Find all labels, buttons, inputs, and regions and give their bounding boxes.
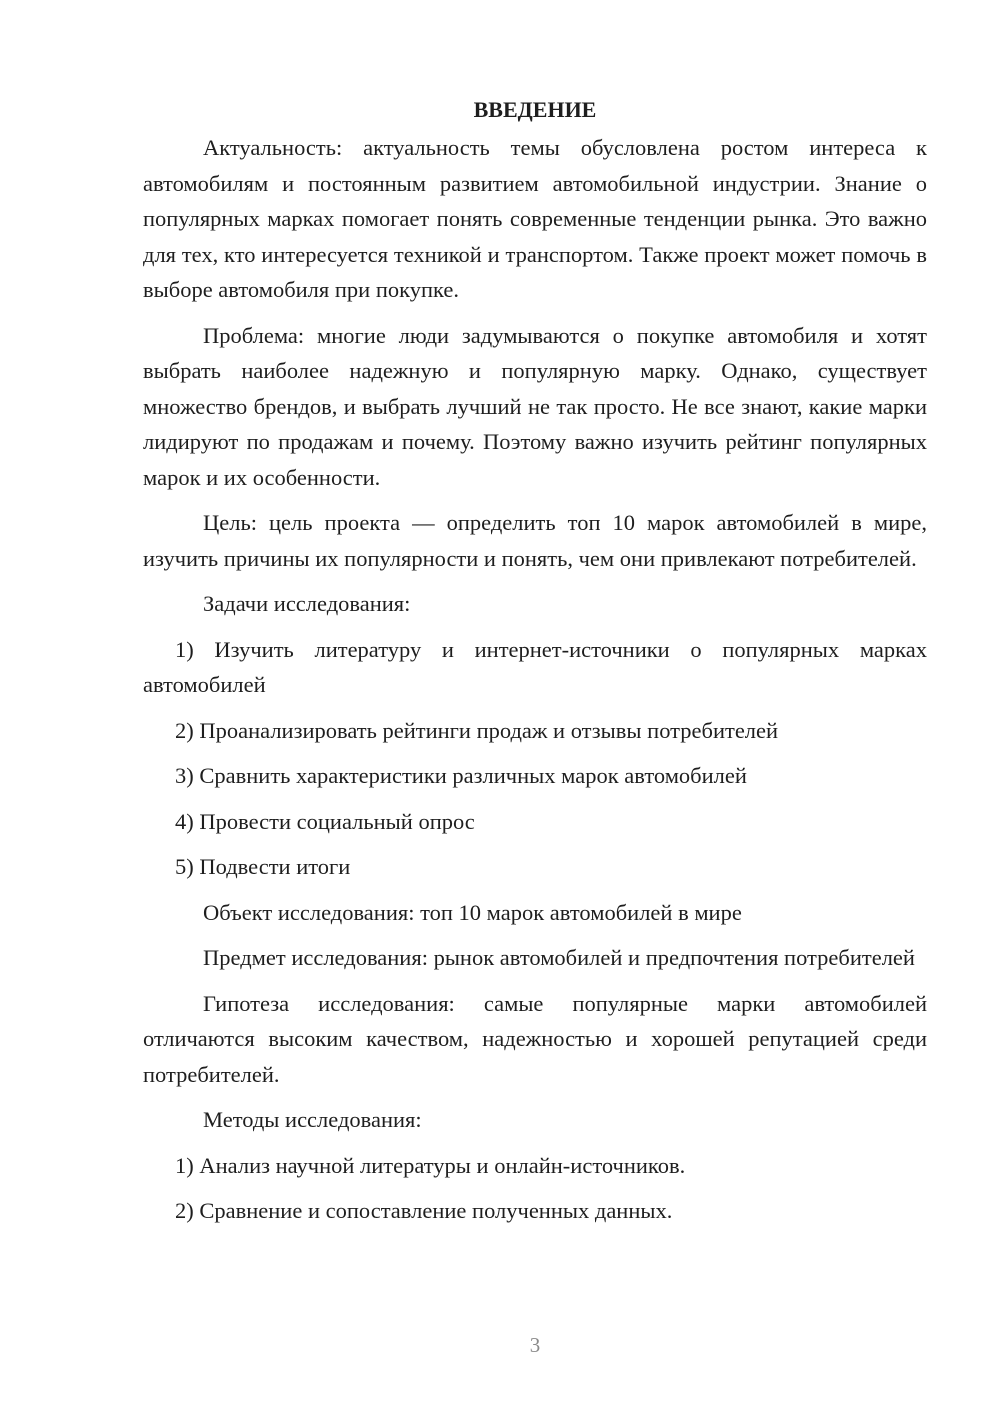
methods-title: Методы исследования: [203, 1107, 422, 1132]
subject-paragraph: Предмет исследования: рынок автомобилей и предпочтения потребителей [203, 945, 915, 970]
task-item: 3) Сравнить характеристики различных марок автомобилей [175, 763, 747, 788]
tasks-title: Задачи исследования: [203, 591, 411, 616]
goal-paragraph: Цель: цель проекта — определить топ 10 марок автомобилей в мире, изучить причины их популярности и понять, чем они привлекают потребителей. [143, 510, 927, 571]
task-item: 1) Изучить литературу и интернет-источники о популярных марках автомобилей [143, 636, 927, 697]
hypothesis-paragraph: Гипотеза исследования: самые популярные марки автомобилей отличаются высоким качеством, надежностью и хорошей репутацией среди потребителей. [143, 990, 927, 1087]
task-item: 5) Подвести итоги [175, 854, 351, 879]
method-item: 2) Сравнение и сопоставление полученных данных. [175, 1198, 673, 1223]
section-heading: ВВЕДЕНИЕ [473, 97, 597, 122]
page-number: 3 [529, 1333, 541, 1357]
task-item: 4) Провести социальный опрос [175, 808, 475, 834]
task-item: 2) Проанализировать рейтинги продаж и отзывы потребителей [175, 717, 779, 743]
object-paragraph: Объект исследования: топ 10 марок автомобилей в мире [203, 899, 742, 925]
relevance-paragraph: Актуальность: актуальность темы обусловлена ростом интереса к автомобилям и постоянным развитием автомобильной индустрии. Знание о популярных марках помогает понять современные тенденции рынка. Это важно для тех, кто интересуется техникой и транспортом. Также проект может помочь в выборе автомобиля при покупке. [143, 135, 927, 302]
text-column [143, 92, 927, 1239]
problem-paragraph: Проблема: многие люди задумываются о покупке автомобиля и хотят выбрать наиболее надежную и популярную марку. Однако, существует множество брендов, и выбрать лучший не так просто. Не все знают, какие марки лидируют по продажам и почему. Поэтому важно изучить рейтинг популярных марок и их особенности. [143, 322, 927, 490]
method-item: 1) Анализ научной литературы и онлайн-источников. [175, 1152, 686, 1178]
